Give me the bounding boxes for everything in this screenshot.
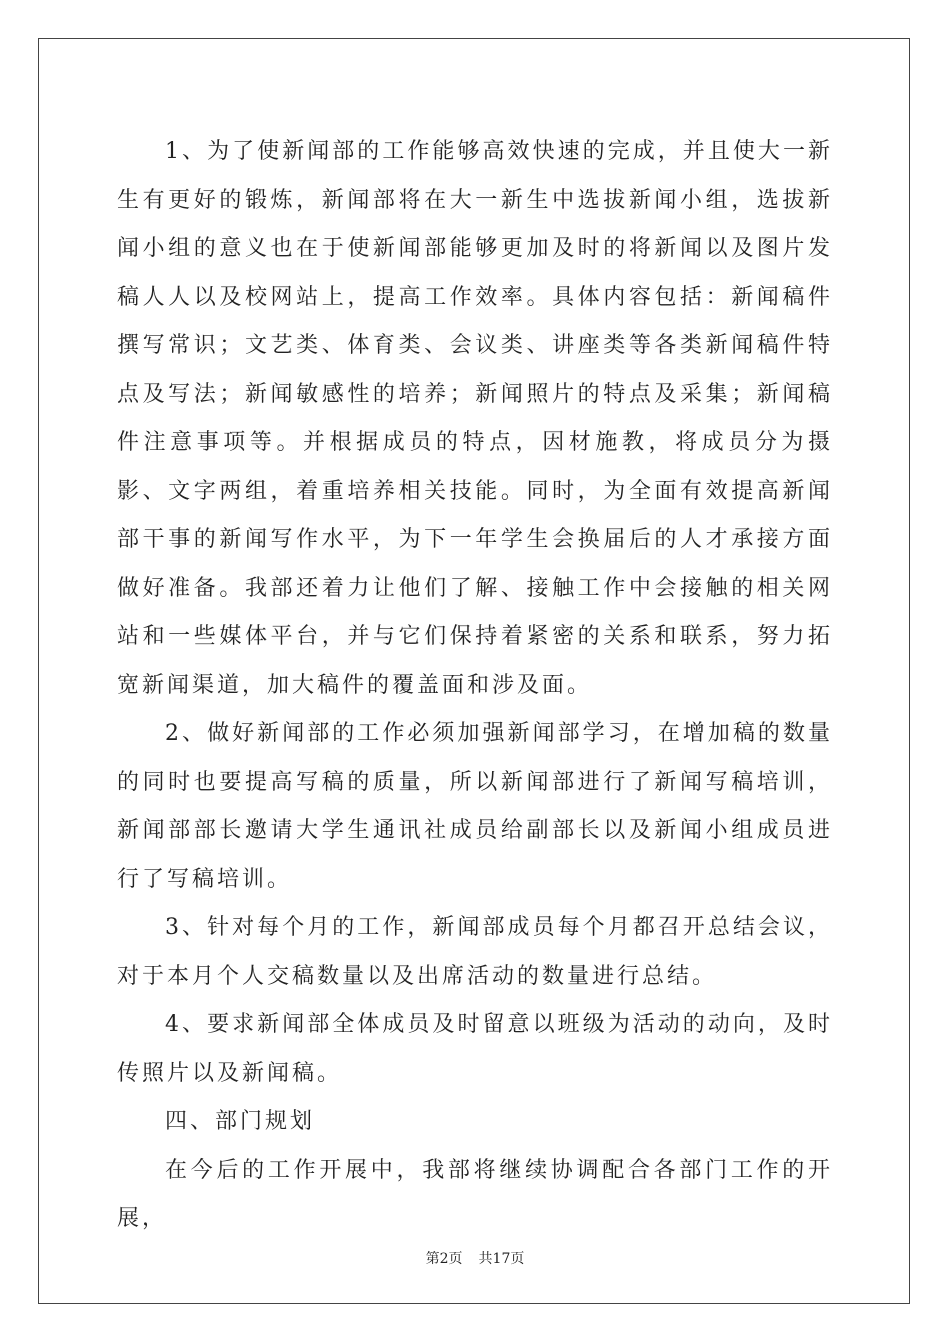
page-footer [0,1248,950,1268]
paragraph-3: 3、针对每个月的工作，新闻部成员每个月都召开总结会议，对于本月个人交稿数量以及出席活动的数量进行总结。 [117,915,833,989]
paragraph-2: 2、做好新闻部的工作必须加强新闻部学习，在增加稿的数量的同时也要提高写稿的质量，所以新闻部进行了新闻写稿培训，新闻部部长邀请大学生通讯社成员给副部长以及新闻小组成员进行了写稿培训。 [117,721,833,892]
section-heading: 四、部门规划 [165,1109,316,1134]
paragraph-4: 4、要求新闻部全体成员及时留意以班级为活动的动向，及时传照片以及新闻稿。 [117,1012,833,1086]
page-number: 第2页 [425,1251,463,1267]
document-body [117,128,833,1244]
paragraph-1: 1、为了使新闻部的工作能够高效快速的完成，并且使大一新生有更好的锻炼，新闻部将在大一新生中选拔新闻小组，选拔新闻小组的意义也在于使新闻部能够更加及时的将新闻以及图片发稿人人以及校网站上，提高工作效率。具体内容包括：新闻稿件撰写常识；文艺类、体育类、会议类、讲座类等各类新闻稿件特点及写法；新闻敏感性的培养；新闻照片的特点及采集；新闻稿件注意事项等。并根据成员的特点，因材施教，将成员分为摄影、文字两组，着重培养相关技能。同时，为全面有效提高新闻部干事的新闻写作水平，为下一年学生会换届后的人才承接方面做好准备。我部还着力让他们了解、接触工作中会接触的相关网站和一些媒体平台，并与它们保持着紧密的关系和联系，努力拓宽新闻渠道，加大稿件的覆盖面和涉及面。 [117,139,833,698]
paragraph-5: 在今后的工作开展中，我部将继续协调配合各部门工作的开展， [117,1157,833,1231]
total-pages: 共17页 [478,1251,525,1267]
